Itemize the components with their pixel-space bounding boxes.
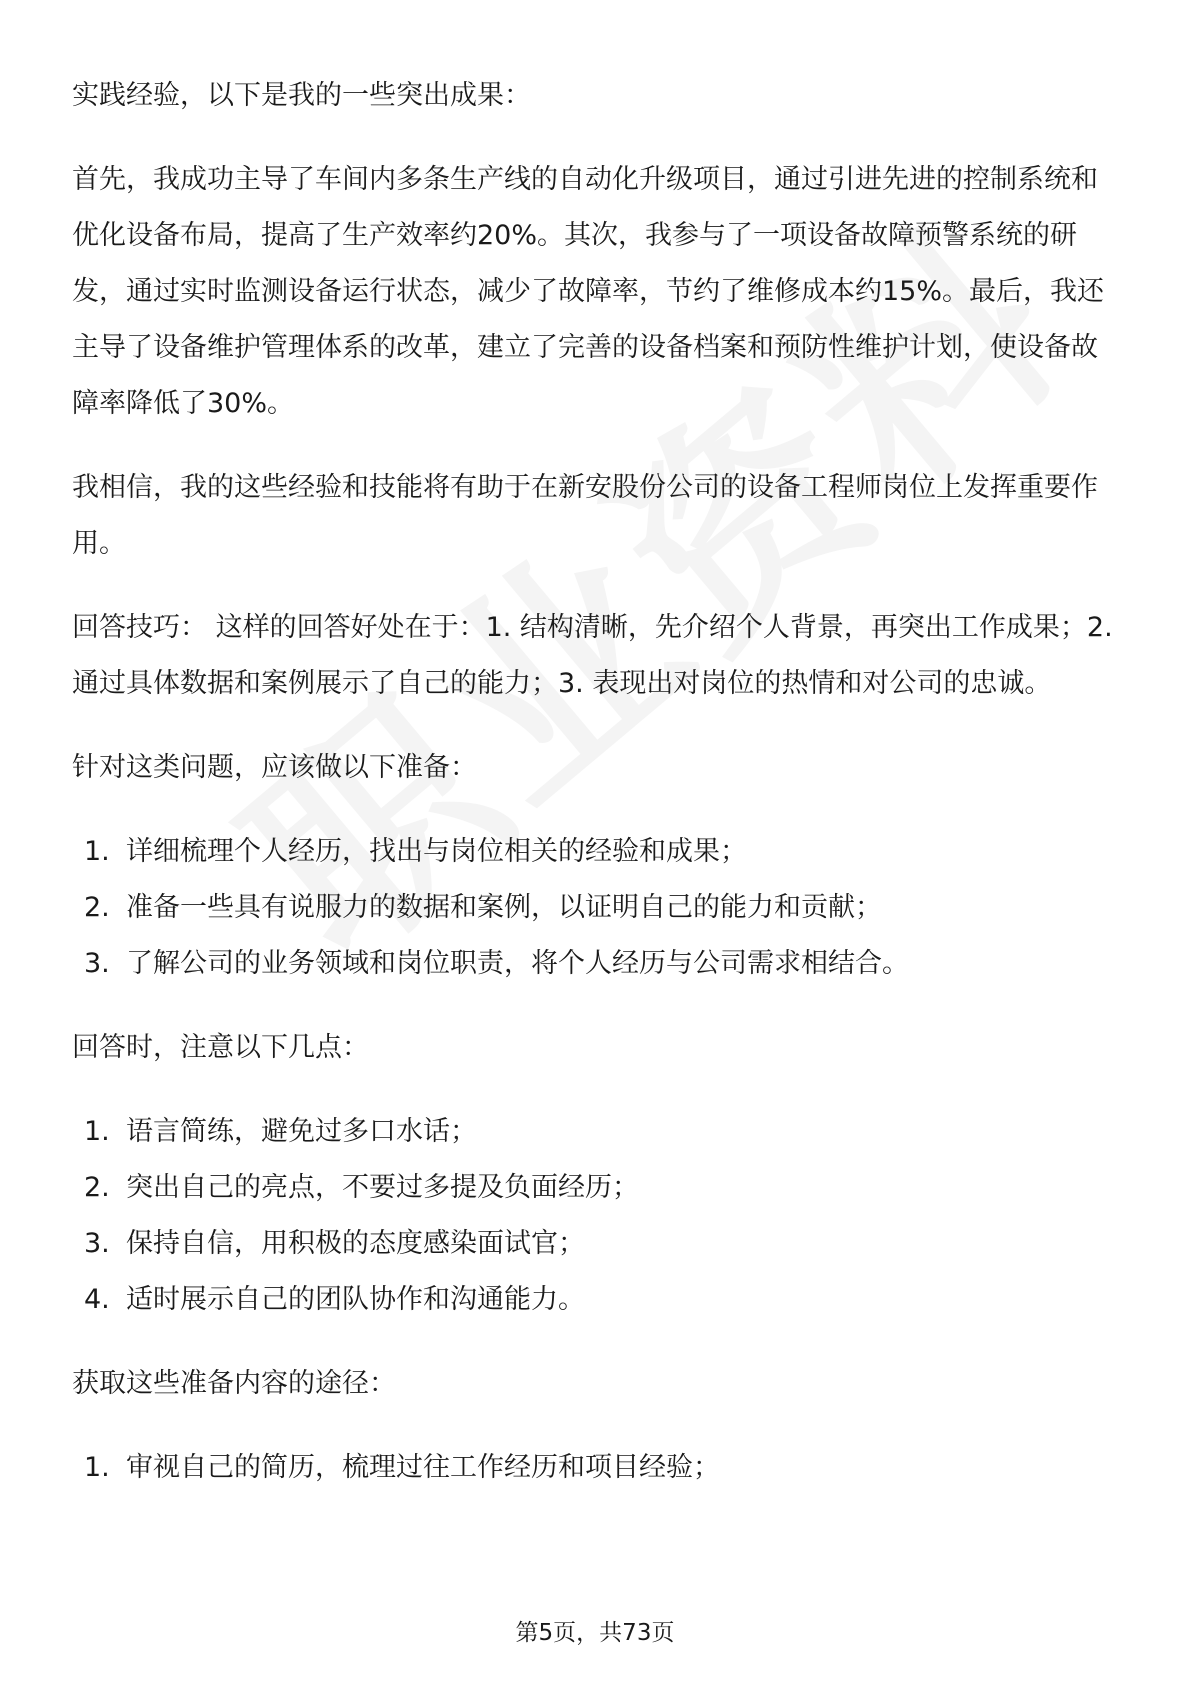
page-footer: 第5页，共73页 — [515, 1620, 675, 1646]
list-item — [72, 1104, 1122, 1160]
list-item — [72, 1216, 1122, 1272]
list-item — [72, 1272, 1122, 1328]
list-number: 3. — [84, 1228, 110, 1259]
list-text: 语言简练，避免过多口水话； — [126, 1116, 477, 1147]
list-item — [72, 880, 1122, 936]
list-text: 突出自己的亮点，不要过多提及负面经历； — [126, 1172, 639, 1203]
list-text: 审视自己的简历，梳理过往工作经历和项目经验； — [126, 1452, 720, 1483]
list-prepare — [72, 824, 1122, 992]
list-number: 2. — [84, 892, 110, 923]
list-item — [72, 1440, 1122, 1496]
list-number: 1. — [84, 836, 110, 867]
paragraph-achievements: 首先，我成功主导了车间内多条生产线的自动化升级项目，通过引进先进的控制系统和优化设备布局，提高了生产效率约20%。其次，我参与了一项设备故障预警系统的研发，通过实时监测设备运行状态，减少了故障率，节约了维修成本约15%。最后，我还主导了设备维护管理体系的改革，建立了完善的设备档案和预防性维护计划，使设备故障率降低了30%。 — [72, 164, 1105, 419]
list-text: 了解公司的业务领域和岗位职责，将个人经历与公司需求相结合。 — [126, 948, 909, 979]
paragraph-intro: 实践经验，以下是我的一些突出成果： — [72, 80, 531, 111]
paragraph-belief: 我相信，我的这些经验和技能将有助于在新安股份公司的设备工程师岗位上发挥重要作用。 — [72, 472, 1098, 559]
list-number: 1. — [84, 1116, 110, 1147]
list-text: 适时展示自己的团队协作和沟通能力。 — [126, 1284, 585, 1315]
list-number: 1. — [84, 1452, 110, 1483]
list-number: 2. — [84, 1172, 110, 1203]
paragraph-attention-heading: 回答时，注意以下几点： — [72, 1032, 369, 1063]
paragraph-prepare-heading: 针对这类问题，应该做以下准备： — [72, 752, 477, 783]
list-number: 3. — [84, 948, 110, 979]
list-number: 4. — [84, 1284, 110, 1315]
paragraph-tips: 回答技巧： 这样的回答好处在于：1. 结构清晰，先介绍个人背景，再突出工作成果；2. 通过具体数据和案例展示了自己的能力；3. 表现出对岗位的热情和对公司的忠诚。 — [72, 612, 1113, 699]
list-text: 详细梳理个人经历，找出与岗位相关的经验和成果； — [126, 836, 747, 867]
document-body — [72, 68, 1122, 1524]
list-attention — [72, 1104, 1122, 1328]
list-text: 准备一些具有说服力的数据和案例，以证明自己的能力和贡献； — [126, 892, 882, 923]
list-item — [72, 1160, 1122, 1216]
list-sources — [72, 1440, 1122, 1496]
list-text: 保持自信，用积极的态度感染面试官； — [126, 1228, 585, 1259]
list-item — [72, 824, 1122, 880]
paragraph-sources-heading: 获取这些准备内容的途径： — [72, 1368, 396, 1399]
list-item — [72, 936, 1122, 992]
